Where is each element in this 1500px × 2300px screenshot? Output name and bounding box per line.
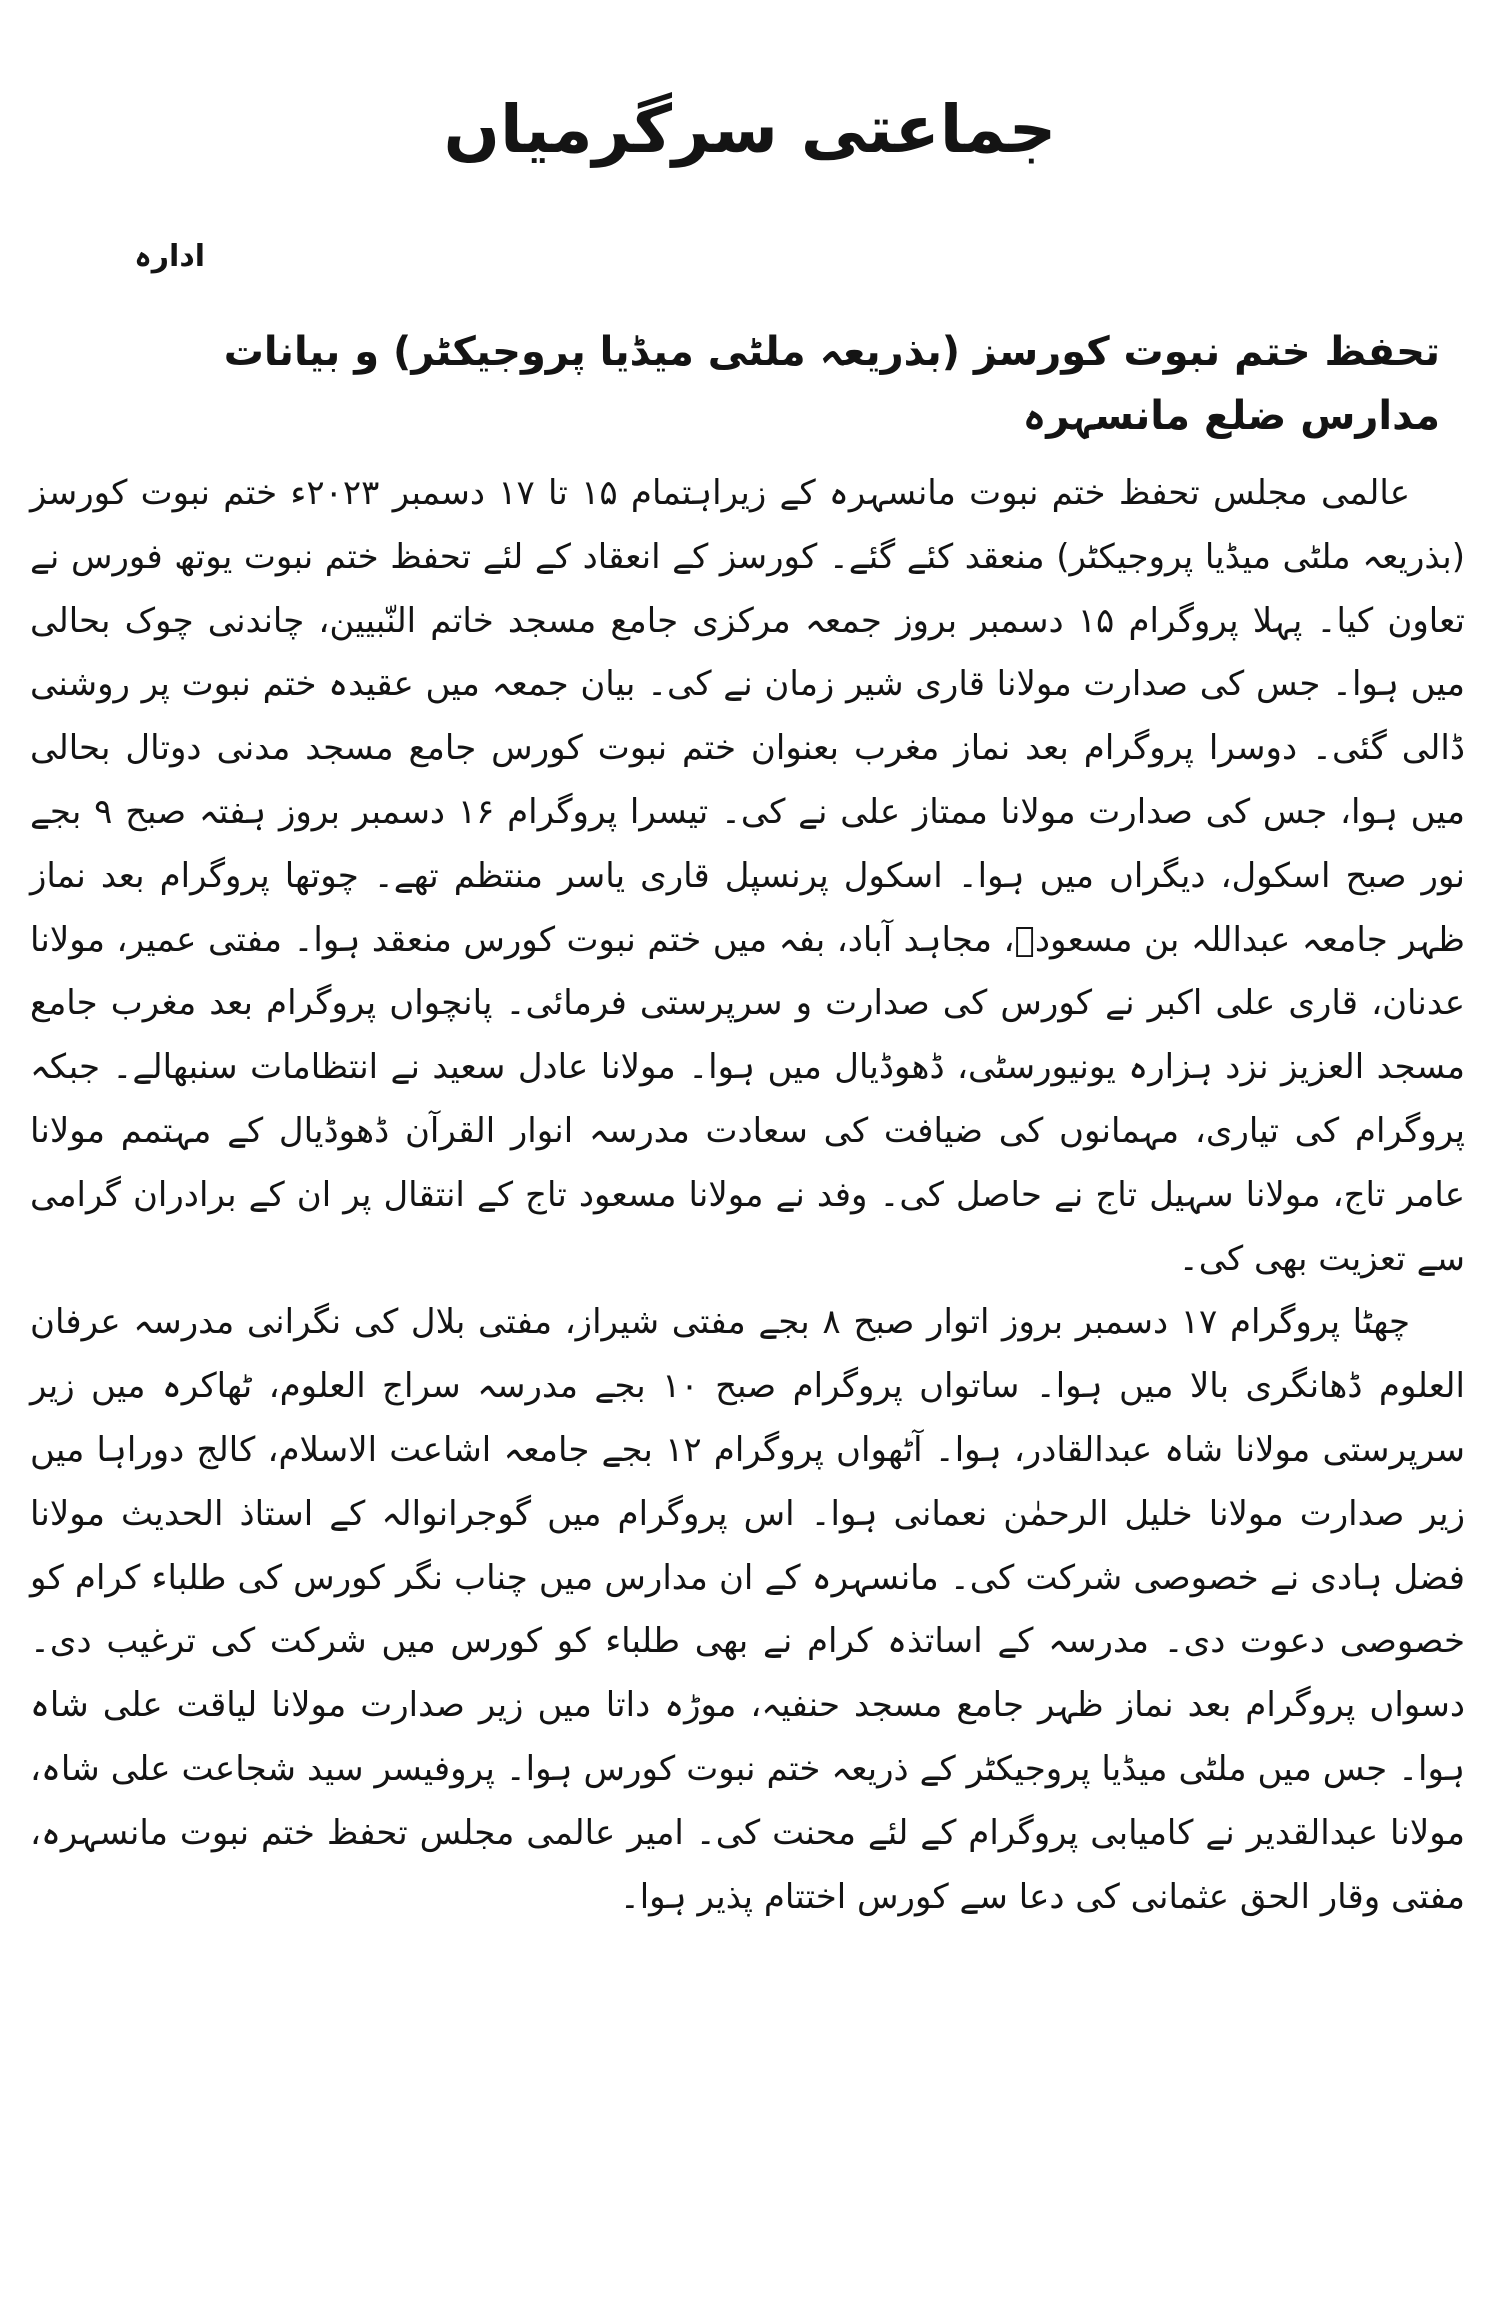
article-body	[30, 462, 1465, 1929]
article-author: ادارہ	[134, 239, 205, 274]
body-paragraph-2: چھٹا پروگرام ۱۷ دسمبر بروز اتوار صبح ۸ بجے مفتی شیراز، مفتی بلال کی نگرانی مدرسہ عرفان العلوم ڈھانگری بالا میں ہوا۔ ساتواں پروگرام صبح ۱۰ بجے مدرسہ سراج العلوم، ٹھاکرہ میں زیر سرپرستی مولانا شاہ عبدالقادر، ہوا۔ آٹھواں پروگرام ۱۲ بجے جامعہ اشاعت الاسلام، کالج دوراہا میں زیر صدارت مولانا خلیل الرحمٰن نعمانی ہوا۔ اس پروگرام میں گوجرانوالہ کے استاذ الحدیث مولانا فضل ہادی نے خصوصی شرکت کی۔ مانسہرہ کے ان مدارس میں چناب نگر کورس کی طلباء کرام کو خصوصی دعوت دی۔ مدرسہ کے اساتذہ کرام نے بھی طلباء کو کورس میں شرکت کی ترغیب دی۔ دسواں پروگرام بعد نماز ظہر جامع مسجد حنفیہ، موڑہ داتا میں زیر صدارت مولانا لیاقت علی شاہ ہوا۔ جس میں ملٹی میڈیا پروجیکٹر کے ذریعہ ختم نبوت کورس ہوا۔ پروفیسر سید شجاعت علی شاہ، مولانا عبدالقدیر نے کامیابی پروگرام کے لئے محنت کی۔ امیر عالمی مجلس تحفظ ختم نبوت مانسہرہ، مفتی وقار الحق عثمانی کی دعا سے کورس اختتام پذیر ہوا۔	[30, 1302, 1465, 1917]
article-subheading: تحفظ ختم نبوت کورسز (بذریعہ ملٹی میڈیا پروجیکٹر) و بیانات مدارس ضلع مانسہرہ	[223, 329, 1440, 439]
body-paragraph-1: عالمی مجلس تحفظ ختم نبوت مانسہرہ کے زیراہتمام ۱۵ تا ۱۷ دسمبر ۲۰۲۳ء ختم نبوت کورسز (بذریعہ ملٹی میڈیا پروجیکٹر) منعقد کئے گئے۔ کورسز کے انعقاد کے لئے تحفظ ختم نبوت یوتھ فورس نے تعاون کیا۔ پہلا پروگرام ۱۵ دسمبر بروز جمعہ مرکزی جامع مسجد خاتم النّبیین، چاندنی چوک بحالی میں ہوا۔ جس کی صدارت مولانا قاری شیر زمان نے کی۔ بیان جمعہ میں عقیدہ ختم نبوت پر روشنی ڈالی گئی۔ دوسرا پروگرام بعد نماز مغرب بعنوان ختم نبوت کورس جامع مسجد مدنی دوتال بحالی میں ہوا، جس کی صدارت مولانا ممتاز علی نے کی۔ تیسرا پروگرام ۱۶ دسمبر بروز ہفتہ صبح ۹ بجے نور صبح اسکول، دیگراں میں ہوا۔ اسکول پرنسپل قاری یاسر منتظم تھے۔ چوتھا پروگرام بعد نماز ظہر جامعہ عبداللہ بن مسعودؓ، مجاہد آباد، بفہ میں ختم نبوت کورس منعقد ہوا۔ مفتی عمیر، مولانا عدنان، قاری علی اکبر نے کورس کی صدارت و سرپرستی فرمائی۔ پانچواں پروگرام بعد مغرب جامع مسجد العزیز نزد ہزارہ یونیورسٹی، ڈھوڈیال میں ہوا۔ مولانا عادل سعید نے انتظامات سنبھالے۔ جبکہ پروگرام کی تیاری، مہمانوں کی ضیافت کی سعادت مدرسہ انوار القرآن ڈھوڈیال کے مہتمم مولانا عامر تاج، مولانا سہیل تاج نے حاصل کی۔ وفد نے مولانا مسعود تاج کے انتقال پر ان کے برادران گرامی سے تعزیت بھی کی۔	[30, 473, 1466, 1279]
article-title: جماعتی سرگرمیاں	[443, 91, 1057, 168]
